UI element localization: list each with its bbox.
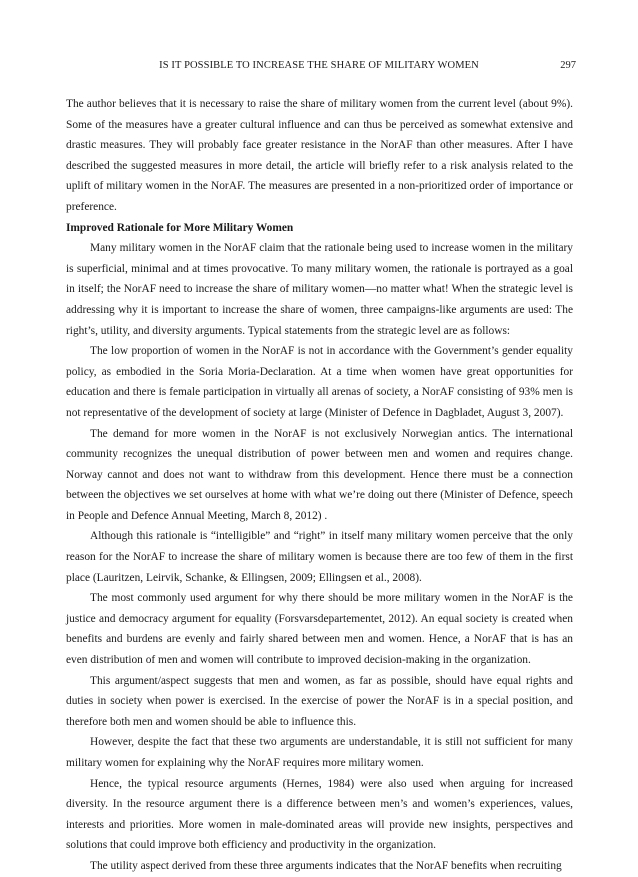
body-paragraph: Many military women in the NorAF claim that the rationale being used to increase women in the military is superficial, minimal and at times provocative. To many military women, the rationale is portrayed as a goal in itself; the NorAF need to increase the share of military women—no matter what! When the strategic level is addressing why it is important to increase the share of women, three campaigns-like arguments are used: The right’s, utility, and diversity arguments. Typical statements from the strategic level are as follows: [66,242,573,337]
body-paragraph: Hence, the typical resource arguments (Hernes, 1984) were also used when arguing for increased diversity. In the resource argument there is a difference between men’s and women’s experiences, values, interests and priorities. More women in male-dominated areas will provide new insights, perspectives and solutions that could improve both efficiency and productivity in the organization. [66,777,573,852]
body-paragraph: However, despite the fact that these two arguments are understandable, it is still not sufficient for many military women for explaining why the NorAF requires more military women. [66,736,573,769]
section-heading: Improved Rationale for More Military Women [66,221,294,234]
body-paragraph: The utility aspect derived from these three arguments indicates that the NorAF benefits when recruiting [90,859,562,872]
body-text [66,94,573,877]
body-paragraph: This argument/aspect suggests that men and women, as far as possible, should have equal rights and duties in society when power is exercised. In the exercise of power the NorAF is in a special position, and therefore both men and women should be able to influence this. [66,674,573,728]
intro-paragraph: The author believes that it is necessary to raise the share of military women from the current level (about 9%). Some of the measures have a greater cultural influence and can thus be perceived as somewhat extensive and drastic measures. They will probably face greater resistance in the NorAF than other measures. After I have described the suggested measures in more detail, the article will briefly refer to a risk analysis related to the uplift of military women in the NorAF. The measures are presented in a non-prioritized order of importance or preference. [66,98,573,213]
body-paragraph: The most commonly used argument for why there should be more military women in the NorAF is the justice and democracy argument for equality (Forsvarsdepartementet, 2012). An equal society is created when benefits and burdens are evenly and fairly shared between men and women. Hence, a NorAF that is has an even distribution of men and women will contribute to improved decision-making in the organization. [66,592,573,667]
page-header [0,60,638,80]
page-number: 297 [560,60,576,71]
block-quote-paragraph: The low proportion of women in the NorAF is not in accordance with the Government’s gender equality policy, as embodied in the Soria Moria-Declaration. At a time when women have great opportunities for education and there is female participation in virtually all arenas of society, a NorAF consisting of 93% men is not representative of the development of society at large (Minister of Defence in Dagbladet, August 3, 2007). [66,345,573,419]
running-title: IS IT POSSIBLE TO INCREASE THE SHARE OF MILITARY WOMEN [159,60,479,71]
block-quote-paragraph: The demand for more women in the NorAF is not exclusively Norwegian antics. The international community recognizes the unequal distribution of power between men and women and requires change. Norway cannot and does not want to withdraw from this development. Hence there must be a connection between the objectives we set ourselves at home with what we’re doing out there (Minister of Defence, speech in People and Defence Annual Meeting, March 8, 2012) . [66,427,573,522]
body-paragraph: Although this rationale is “intelligible” and “right” in itself many military women perceive that the only reason for the NorAF to increase the share of military women is because there are too few of them in the first place (Lauritzen, Leirvik, Schanke, & Ellingsen, 2009; Ellingsen et al., 2008). [66,530,573,584]
